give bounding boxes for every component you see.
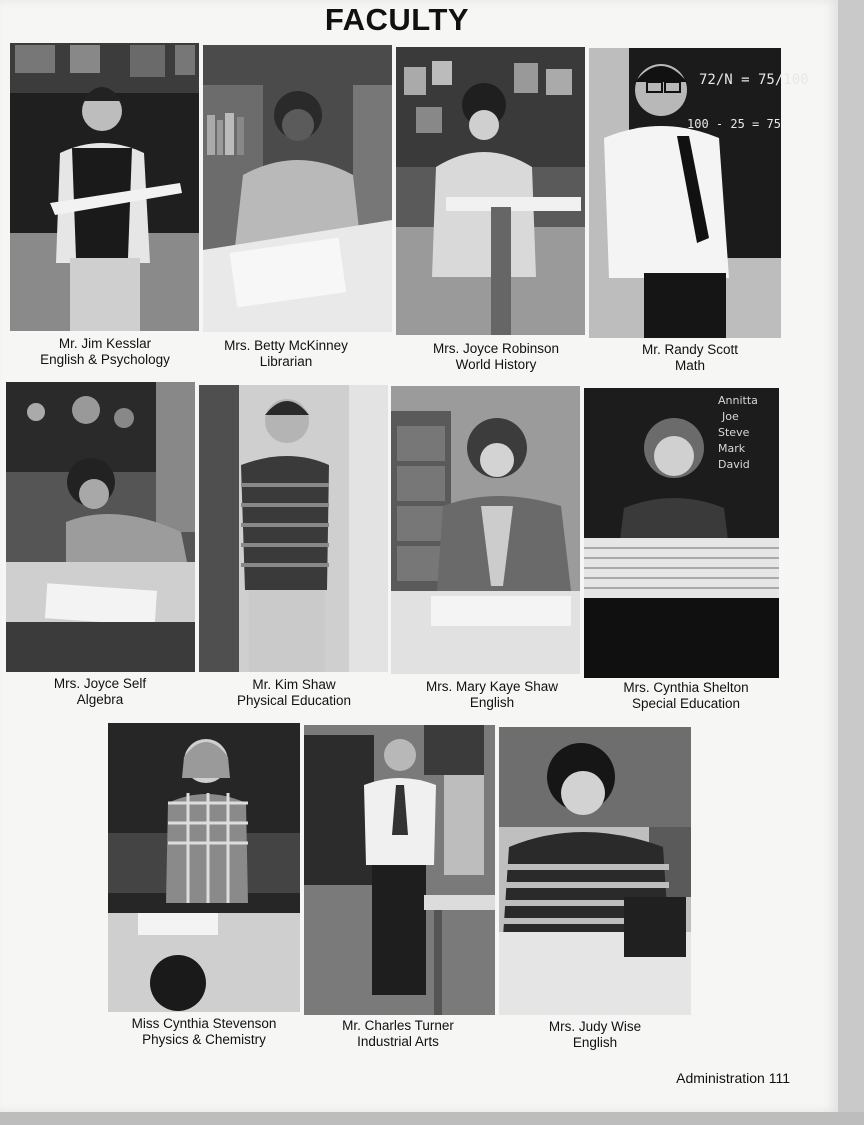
faculty-photo-kesslar <box>10 43 199 331</box>
faculty-subject: Math <box>674 358 705 373</box>
chalk-name-2: Joe <box>722 410 739 423</box>
faculty-name: Mr. Randy Scott <box>641 342 739 357</box>
caption-kim-shaw <box>194 677 394 709</box>
page-edge <box>838 0 864 1125</box>
faculty-photo-scott <box>589 48 809 338</box>
faculty-photo-stevenson <box>108 723 300 1012</box>
faculty-photo-self <box>6 382 195 672</box>
chalk-name-5: David <box>718 458 750 471</box>
caption-scott <box>590 342 790 374</box>
faculty-subject: English <box>469 695 515 710</box>
chalk-math-2: 100 - 25 = 75 <box>687 117 781 131</box>
faculty-photo-wise <box>499 727 691 1015</box>
faculty-subject: Industrial Arts <box>357 1034 439 1049</box>
caption-self <box>0 676 200 708</box>
faculty-name: Mr. Charles Turner <box>342 1018 454 1033</box>
caption-mary-kaye-shaw <box>392 679 592 711</box>
caption-robinson <box>396 341 596 373</box>
caption-shelton <box>586 680 786 712</box>
caption-mckinney <box>186 338 386 370</box>
faculty-name: Mr. Kim Shaw <box>252 677 336 692</box>
faculty-subject: Physical Education <box>236 693 352 708</box>
chalk-name-3: Steve <box>718 426 750 439</box>
caption-kesslar <box>5 336 205 368</box>
faculty-name: Mrs. Joyce Robinson <box>432 341 560 356</box>
page-title: FACULTY <box>324 2 470 37</box>
page-edge-bottom <box>0 1112 864 1125</box>
faculty-subject: English & Psychology <box>40 352 170 367</box>
faculty-name: Mrs. Joyce Self <box>53 676 147 691</box>
faculty-name: Mrs. Judy Wise <box>548 1019 642 1034</box>
faculty-name: Mrs. Mary Kaye Shaw <box>425 679 559 694</box>
faculty-name: Mrs. Betty McKinney <box>224 338 348 353</box>
page-footer: Administration 111 <box>676 1070 790 1086</box>
chalk-name-4: Mark <box>718 442 746 455</box>
faculty-photo-mary-kaye-shaw <box>391 386 580 674</box>
faculty-subject: Physics & Chemistry <box>142 1032 266 1047</box>
faculty-photo-kim-shaw <box>199 385 388 672</box>
caption-wise <box>495 1019 695 1051</box>
faculty-photo-shelton <box>584 388 779 678</box>
caption-stevenson <box>104 1016 304 1048</box>
faculty-name: Mr. Jim Kesslar <box>58 336 152 351</box>
faculty-subject: Librarian <box>259 354 313 369</box>
faculty-subject: Algebra <box>76 692 124 707</box>
chalk-name-1: Annitta <box>718 394 758 407</box>
faculty-subject: English <box>572 1035 618 1050</box>
faculty-photo-mckinney <box>203 45 392 332</box>
faculty-subject: World History <box>455 357 537 372</box>
chalk-math-1: 72/N = 75/100 <box>699 72 809 88</box>
caption-turner <box>298 1018 498 1050</box>
faculty-subject: Special Education <box>631 696 741 711</box>
faculty-name: Miss Cynthia Stevenson <box>131 1016 277 1031</box>
faculty-photo-turner <box>304 725 495 1015</box>
faculty-name: Mrs. Cynthia Shelton <box>623 680 749 695</box>
faculty-photo-robinson <box>396 47 585 335</box>
